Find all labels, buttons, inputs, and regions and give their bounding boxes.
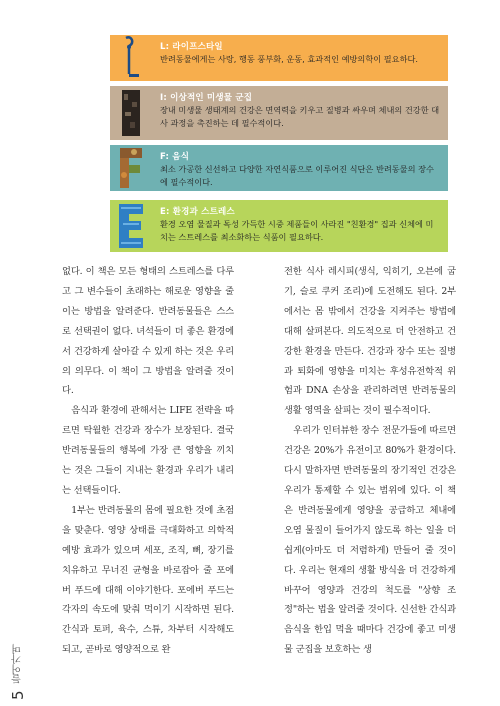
letter-f-food-illustration bbox=[114, 145, 148, 191]
paragraph: 1부는 반려동물의 몸에 필요한 것에 초점을 맞춘다. 영양 상태를 극대화하고 의학적 예방 효과가 있으며 세포, 조직, 뼈, 장기를 치유하고 무너진 균형을 바로잡아 줄 포에버 푸드에 대해 이야기한다. 포에버 푸드는 각자의 속도에 맞춰 먹이기 시작하면 된다. 간식과 토퍼, 육수, 스튜, 차부터 시작해도 되고, 곧바로 영양적으로 완 bbox=[62, 504, 234, 656]
band-heading: E: 환경과 스트레스 bbox=[160, 207, 235, 217]
band-text: 반려동물에게는 사랑, 행동 풍부화, 운동, 효과적인 예방의학이 필요하다. bbox=[160, 54, 418, 64]
section-label: 들어가며 bbox=[12, 644, 24, 685]
band-heading: L: 라이프스타일 bbox=[160, 42, 223, 52]
paragraph: 음식과 환경에 관해서는 LIFE 전략을 따르면 탁월한 건강과 장수가 보장된다. 결국 반려동물들의 행복에 가장 큰 영향을 끼치는 것은 그들이 지내는 환경과 우리가 내리는 선택들이다. bbox=[62, 405, 234, 496]
band-text: 환경 오염 물질과 독성 가득한 시중 제품들이 사라진 "친환경" 집과 신체에 미치는 스트레스를 최소화하는 식품이 필요하다. bbox=[160, 219, 434, 242]
letter-i-texture-illustration bbox=[114, 86, 148, 140]
life-band-i bbox=[110, 86, 448, 140]
life-band-f bbox=[110, 145, 448, 191]
letter-e-water-illustration bbox=[114, 200, 148, 252]
body-column-left bbox=[62, 262, 234, 660]
letter-l-leash-illustration bbox=[114, 35, 148, 81]
paragraph: 우리가 인터뷰한 장수 전문가들에 따르면 건강은 20%가 유전이고 80%가 환경이다. 다시 말하자면 반려동물의 장기적인 건강은 우리가 통제할 수 있는 범위에 있다. 이 책은 반려동물에게 영양을 공급하고 체내에 오염 물질이 들어가지 않도록 하는 일을 더 쉽게(아마도 더 저렴하게) 만들어 줄 것이다. 우리는 현재의 생활 방식을 더 건강하게 바꾸어 영양과 건강의 척도를 "상향 조정"하는 법을 알려줄 것이다. 신선한 간식과 음식을 한입 먹을 때마다 건강에 좋고 미생물 군집을 보호하는 생 bbox=[284, 425, 456, 656]
paragraph: 전한 식사 레시피(생식, 익히기, 오븐에 굽기, 슬로 쿠커 조리)에 도전해도 된다. 2부에서는 몸 밖에서 건강을 지켜주는 방법에 대해 살펴본다. 의도적으로 더 안전하고 건강한 환경을 만든다. 건강과 장수 또는 질병과 퇴화에 영향을 미치는 후성유전학적 위험과 DNA 손상을 관리하려면 반려동물의 생활 영역을 살피는 것이 필수적이다. bbox=[284, 266, 456, 417]
page-number: 5 bbox=[9, 690, 27, 700]
band-text: 최소 가공한 신선하고 다양한 자연식품으로 이루어진 식단은 반려동물의 장수에 필수적이다. bbox=[160, 164, 434, 187]
running-footer bbox=[8, 620, 28, 700]
body-column-right bbox=[284, 262, 456, 660]
life-band-l bbox=[110, 35, 448, 81]
band-heading: I: 이상적인 미생물 군집 bbox=[160, 93, 253, 103]
paragraph: 없다. 이 책은 모든 형태의 스트레스를 다루고 그 변수들이 초래하는 해로운 영향을 줄이는 방법을 알려준다. 반려동물들은 스스로 선택권이 없다. 녀석들이 더 좋은 환경에서 건강하게 살아갈 수 있게 하는 것은 우리의 의무다. 이 책이 그 방법을 알려줄 것이다. bbox=[62, 266, 234, 397]
life-band-e bbox=[110, 200, 448, 252]
band-text: 장내 미생물 생태계의 건강은 면역력을 키우고 질병과 싸우며 체내의 건강한 대사 과정을 촉진하는 데 필수적이다. bbox=[160, 105, 440, 128]
page-margin-sidebar bbox=[0, 0, 36, 706]
band-heading: F: 음식 bbox=[160, 152, 190, 162]
